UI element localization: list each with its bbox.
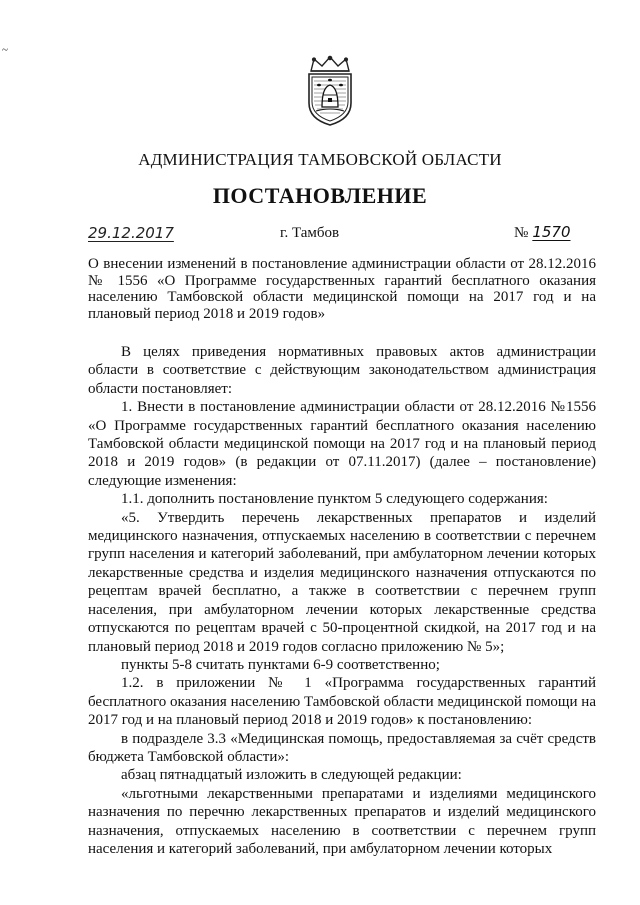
number-value: 1570 — [532, 223, 571, 241]
paragraph: «льготными лекарственными препаратами и изделиями медицинского назначения по перечню лекарственных препаратов и изделий медицинского назначения, отпускаемых населению в соответствии с перечнем групп населения и категорий заболеваний, при амбулаторном лечении которых — [88, 785, 596, 857]
document-date: 29.12.2017 — [88, 224, 174, 242]
paragraph: 1. Внести в постановление администрации области от 28.12.2016 №1556 «О Программе государственных гарантий бесплатного оказания населению Тамбовской области медицинской помощи на 2017 год и на плановый период 2018 и 2019 годов» (в редакции от 07.11.2017) (далее – постановление) следующие изменения: — [88, 399, 596, 489]
paragraph: 1.2. в приложении № 1 «Программа государственных гарантий бесплатного оказания населению Тамбовской области медицинской помощи на 2017 год и на плановый период 2018 и 2019 годов» к постановлению: — [88, 675, 596, 729]
paragraph: «5. Утвердить перечень лекарственных препаратов и изделий медицинского назначения, отпускаемых населению в соответствии с перечнем групп населения и категорий заболеваний, при амбулаторном лечении которых лекарственные средства и изделия медицинского назначения отпускаются по рецептам врачей бесплатно, а также в соответствии с перечнем групп населения, при амбулаторном лечении которых лекарственные средства отпускаются по рецептам врачей с 50-процентной скидкой, на 2017 год и на плановый период 2018 и 2019 годов согласно приложению № 5»; — [88, 509, 596, 655]
edge-mark: ~ — [2, 44, 8, 56]
document-city: г. Тамбов — [280, 225, 340, 241]
document-type: ПОСТАНОВЛЕНИЕ — [212, 183, 428, 208]
paragraph: В целях приведения нормативных правовых актов администрации области в соответствие с действующим законодательством администрация области постановляет: — [88, 344, 596, 397]
coat-of-arms-icon — [302, 55, 358, 127]
paragraph: пункты 5-8 считать пунктами 6-9 соответственно; — [121, 656, 440, 673]
paragraph: 1.1. дополнить постановление пунктом 5 следующего содержания: — [121, 491, 548, 508]
document-number — [514, 223, 571, 242]
paragraph: абзац пятнадцатый изложить в следующей редакции: — [121, 767, 462, 784]
document-body — [88, 343, 596, 858]
organization-name: АДМИНИСТРАЦИЯ ТАМБОВСКОЙ ОБЛАСТИ — [138, 150, 502, 169]
number-prefix: № — [514, 225, 529, 241]
document-subject: О внесении изменений в постановление администрации области от 28.12.2016 № 1556 «О Программе государственных гарантий бесплатного оказания населению Тамбовской области медицинской помощи на 2017 год и на плановый период 2018 и 2019 годов» — [88, 256, 596, 322]
paragraph: в подразделе 3.3 «Медицинская помощь, предоставляемая за счёт средств бюджета Тамбовской области»: — [88, 730, 596, 765]
